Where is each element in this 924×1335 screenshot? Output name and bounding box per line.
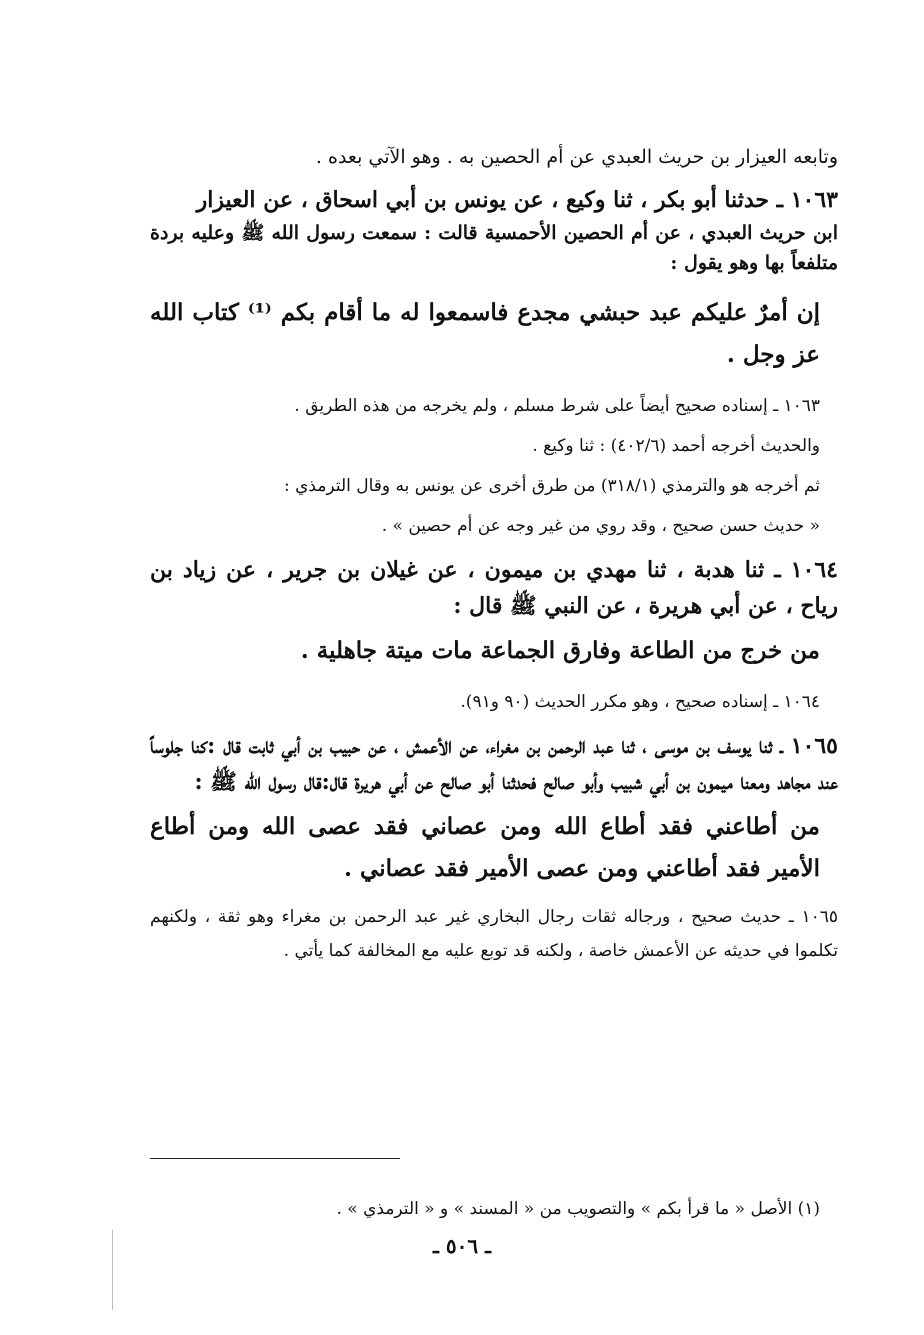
hadith-1063-matn: إن أمرٌ عليكم عبد حبشي مجدع فاسمعوا له ما أقام بكم ⁽¹⁾ كتاب الله عز وجل . bbox=[150, 299, 821, 368]
hadith-1064-isnad: ١٠٦٤ ـ ثنا هدبة ، ثنا مهدي بن ميمون ، عن غيلان بن جرير ، عن زياد بن رياح ، عن أبي هريرة ، عن النبي ﷺ قال : bbox=[150, 557, 838, 619]
hadith-1065-matn: من أطاعني فقد أطاع الله ومن عصاني فقد عصى الله ومن أطاع الأمير فقد أطاعني ومن عصى الأمير فقد عصاني . bbox=[150, 813, 820, 882]
footnote-divider bbox=[150, 1158, 400, 1159]
hadith-1063-isnad-cont: ابن حريث العبدي ، عن أم الحصين الأحمسية قالت : سمعت رسول الله ﷺ وعليه بردة متلفعاً بها وهو يقول : bbox=[150, 222, 838, 274]
scan-edge-mark bbox=[112, 1230, 113, 1310]
page-number: ـ ٥٠٦ ـ bbox=[433, 1234, 491, 1258]
continuation-text: وتابعه العيزار بن حريث العبدي عن أم الحصين به . وهو الآتي بعده . bbox=[315, 146, 838, 168]
hadith-1064-matn: من خرج من الطاعة وفارق الجماعة مات ميتة جاهلية . bbox=[300, 637, 820, 664]
hadith-1065-isnad: ١٠٦٥ ـ ثنا يوسف بن موسى ، ثنا عبد الرحمن بن مغراء، عن الأعمش ، عن حبيب بن أبي ثابت قال :كنا جلوساً عند مجاهد ومعنا ميمون بن أبي شبيب وأبو صالح فحدثنا أبو صالح عن أبي هريرة قال:قال رسول الله ﷺ : bbox=[150, 733, 838, 795]
hadith-1063-comment-2: والحديث أخرجه أحمد (٤٠٢/٦) : ثنا وكيع . bbox=[532, 436, 820, 456]
hadith-1063-isnad: ١٠٦٣ ـ حدثنا أبو بكر ، ثنا وكيع ، عن يونس بن أبي اسحاق ، عن العيزار bbox=[196, 187, 838, 213]
hadith-1064-comment: ١٠٦٤ ـ إسناده صحيح ، وهو مكرر الحديث (٩٠ و٩١). bbox=[460, 692, 820, 712]
page-body bbox=[150, 140, 838, 968]
hadith-1063-comment-1: ١٠٦٣ ـ إسناده صحيح أيضاً على شرط مسلم ، ولم يخرجه من هذه الطريق . bbox=[294, 396, 820, 416]
hadith-1063-comment-3: ثم أخرجه هو والترمذي (٣١٨/١) من طرق أخرى عن يونس به وقال الترمذي : bbox=[283, 476, 820, 496]
hadith-1065-comment: ١٠٦٥ ـ حديث صحيح ، ورجاله ثقات رجال البخاري غير عبد الرحمن بن مغراء وهو ثقة ، ولكنهم تكلموا في حديثه عن الأعمش خاصة ، ولكنه قد توبع عليه مع المخالفة كما يأتي . bbox=[150, 907, 838, 961]
footnote: (١) الأصل « ما قرأ بكم » والتصويب من « المسند » و « الترمذي » . bbox=[336, 1199, 820, 1219]
hadith-1063-comment-4: « حديث حسن صحيح ، وقد روي من غير وجه عن أم حصين » . bbox=[381, 516, 820, 536]
